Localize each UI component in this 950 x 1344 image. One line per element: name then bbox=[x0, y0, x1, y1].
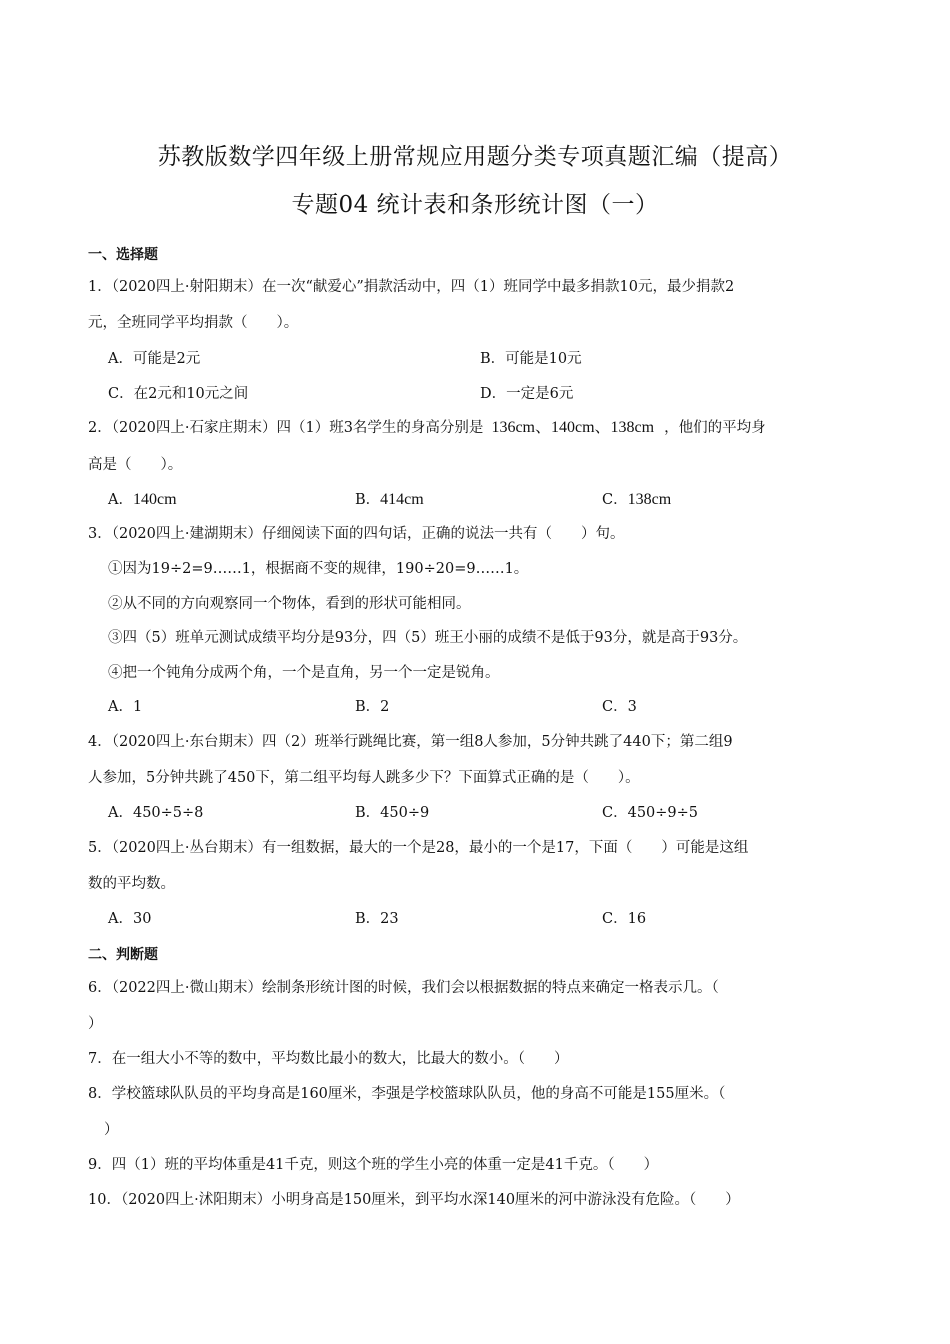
question-4-option-a: A．450÷5÷8 bbox=[108, 805, 204, 821]
option-label: A． bbox=[108, 492, 133, 508]
question-2-text: 2．（2020四上·石家庄期末）四（1）班3名学生的身高分别是 bbox=[88, 420, 484, 436]
question-5-option-b: B．23 bbox=[355, 911, 399, 927]
question-4-option-c: C．450÷9÷5 bbox=[602, 805, 699, 821]
question-2-option-a bbox=[108, 490, 177, 510]
question-5-line1: 5．（2020四上·丛台期末）有一组数据，最大的一个是28，最小的一个是17，下面（ ）可能是这组 bbox=[88, 840, 749, 856]
question-3-statement-2: ②从不同的方向观察同一个物体，看到的形状可能相同。 bbox=[108, 596, 471, 612]
question-3-line1: 3．（2020四上·建湖期末）仔细阅读下面的四句话，正确的说法一共有（ ）句。 bbox=[88, 526, 625, 542]
question-3-statement-1: ①因为19÷2=9……1，根据商不变的规律，190÷20=9……1。 bbox=[108, 561, 529, 577]
question-3-statement-3: ③四（5）班单元测试成绩平均分是93分，四（5）班王小丽的成绩不是低于93分，就是高于93分。 bbox=[108, 630, 748, 646]
question-6-line1: 6．（2022四上·微山期末）绘制条形统计图的时候，我们会以根据数据的特点来确定一格表示几。（ bbox=[88, 980, 719, 996]
option-value: 138cm bbox=[627, 491, 672, 508]
question-4-option-b: B．450÷9 bbox=[355, 805, 430, 821]
question-8-line1: 8．学校篮球队队员的平均身高是160厘米，李强是学校篮球队队员，他的身高不可能是155厘米。（ bbox=[88, 1086, 726, 1102]
question-5-option-c: C．16 bbox=[602, 911, 647, 927]
question-9: 9．四（1）班的平均体重是41千克，则这个班的学生小亮的体重一定是41千克。（ ） bbox=[88, 1157, 659, 1173]
question-5-line2: 数的平均数。 bbox=[88, 876, 175, 892]
question-3-option-c: C．3 bbox=[602, 699, 637, 715]
question-4-line2: 人参加，5分钟共跳了450下，第二组平均每人跳多少下？下面算式正确的是（ ）。 bbox=[88, 770, 640, 786]
question-2-heights: 136cm、140cm、138cm bbox=[491, 419, 655, 436]
question-1-option-d: D．一定是6元 bbox=[480, 386, 574, 402]
question-6-line2: ） bbox=[88, 1016, 103, 1032]
question-3-statement-4: ④把一个钝角分成两个角，一个是直角，另一个一定是锐角。 bbox=[108, 665, 500, 681]
question-3-option-a: A．1 bbox=[108, 699, 143, 715]
option-label: C． bbox=[602, 492, 628, 508]
question-2-option-b bbox=[355, 490, 424, 510]
question-2-line2: 高是（ ）。 bbox=[88, 457, 183, 473]
option-label: B． bbox=[355, 492, 381, 508]
question-1-option-b: B．可能是10元 bbox=[480, 351, 582, 367]
option-value: 140cm bbox=[132, 491, 177, 508]
question-2-text-end: ，他们的平均身 bbox=[664, 420, 766, 436]
option-value: 414cm bbox=[380, 491, 424, 508]
question-1-line1: 1．（2020四上·射阳期末）在一次“献爱心”捐款活动中，四（1）班同学中最多捐款10元，最少捐款2 bbox=[88, 279, 735, 295]
question-1-option-c: C．在2元和10元之间 bbox=[108, 386, 249, 402]
question-2-option-c bbox=[602, 490, 671, 510]
question-1-line2: 元，全班同学平均捐款（ ）。 bbox=[88, 315, 299, 331]
document-subtitle: 专题04 统计表和条形统计图（一） bbox=[291, 192, 659, 218]
question-1-option-a: A．可能是2元 bbox=[108, 351, 201, 367]
document-title: 苏教版数学四年级上册常规应用题分类专项真题汇编（提高） bbox=[157, 144, 793, 170]
question-3-option-b: B．2 bbox=[355, 699, 390, 715]
section-heading-choice: 一、选择题 bbox=[88, 247, 158, 263]
section-heading-judge: 二、判断题 bbox=[88, 947, 158, 963]
question-7: 7．在一组大小不等的数中，平均数比最小的数大，比最大的数小。（ ） bbox=[88, 1051, 569, 1067]
question-5-option-a: A．30 bbox=[108, 911, 152, 927]
question-8-line2: ） bbox=[104, 1122, 119, 1138]
question-10: 10．（2020四上·沭阳期末）小明身高是150厘米，到平均水深140厘米的河中游泳没有危险。（ ） bbox=[88, 1192, 740, 1208]
question-4-line1: 4．（2020四上·东台期末）四（2）班举行跳绳比赛，第一组8人参加，5分钟共跳了440下；第二组9 bbox=[88, 734, 733, 750]
question-2-line1 bbox=[88, 418, 864, 438]
